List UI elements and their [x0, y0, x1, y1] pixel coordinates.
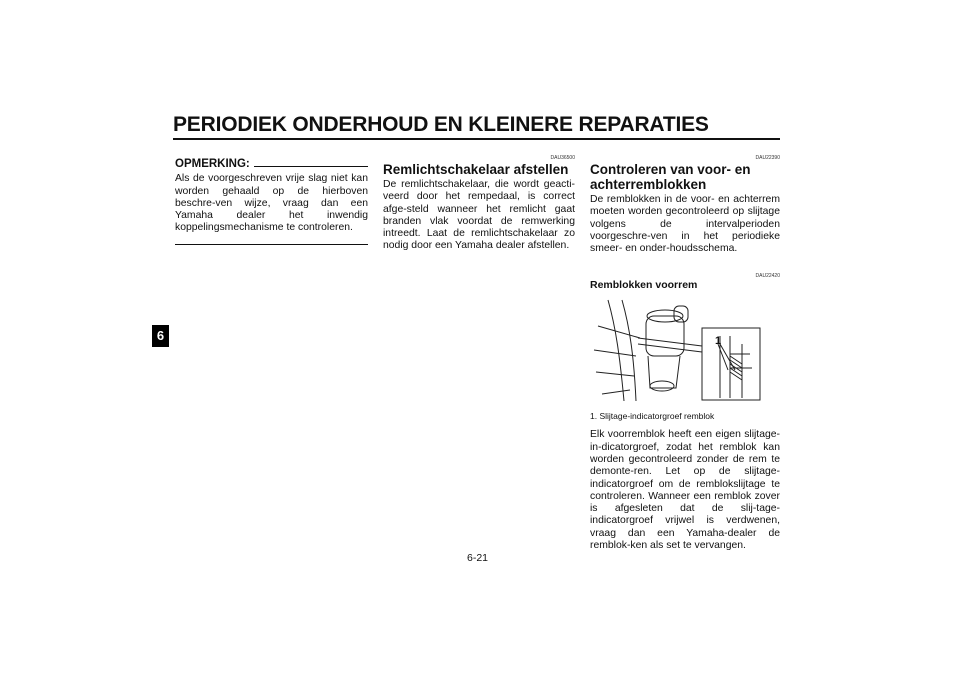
page-title: PERIODIEK ONDERHOUD EN KLEINERE REPARATIES — [173, 113, 709, 136]
page-number: 6-21 — [467, 552, 489, 564]
section-heading-brake-light-switch: Remlichtschakelaar afstellen — [383, 162, 569, 177]
section-body: Elk voorremblok heeft een eigen slijtage-in-dicatorgroef, zodat het remblok kan worden gecontroleerd zonder de rem te demonte-ren. Let op de slijtage-indicatorgroef om de remblokslijtage te controleren. Wanneer een remblok zover is afgesleten dat de slij-tage-indicatorgroef vrijwel is verdwenen, vraag dan een Yamaha-dealer de remblok-ken als set te vervangen. — [590, 429, 780, 552]
section-code-2: DAU22420 — [755, 273, 780, 280]
figure-callout: 1 — [715, 334, 722, 347]
figure-caption: 1. Slijtage-indicatorgroef remblok — [590, 411, 715, 422]
section-heading-brake-pads: Controleren van voor- en achterremblokken — [590, 162, 751, 192]
column-2 — [383, 155, 575, 253]
note-text: Als de voorgeschreven vrije slag niet kan worden gehaald op de hierboven beschre-ven wijze, vraag dan een Yamaha dealer het inwendig koppelingsmechanisme te controleren. — [175, 173, 368, 234]
note-end-rule — [175, 244, 368, 245]
chapter-tab: 6 — [152, 325, 169, 347]
column-3 — [590, 155, 780, 552]
section-code: DAU36500 — [550, 155, 575, 161]
section-intro: De remblokken in de voor- en achterrem moeten worden gecontroleerd op slijtage volgens de intervalperioden voorgeschre-ven in het periodieke smeer- en onder-houdsschema. — [590, 194, 780, 255]
note-heading-row — [175, 158, 368, 170]
section-code-1: DAU22390 — [755, 155, 780, 161]
subheading-front-brake-pads: Remblokken voorrem — [590, 279, 698, 292]
note-heading-line — [254, 166, 368, 167]
column-1 — [175, 158, 368, 245]
section-text: De remlichtschakelaar, die wordt geacti-veerd door het rempedaal, is correct afge-steld wanneer het remlicht gaat branden vlak voordat de remwerking intreedt. Laat de remlichtschakelaar zo nodig door een Yamaha dealer afstellen. — [383, 179, 575, 252]
brake-pad-illustration — [590, 298, 762, 403]
note-heading: OPMERKING: — [175, 158, 250, 170]
title-rule — [173, 138, 780, 140]
